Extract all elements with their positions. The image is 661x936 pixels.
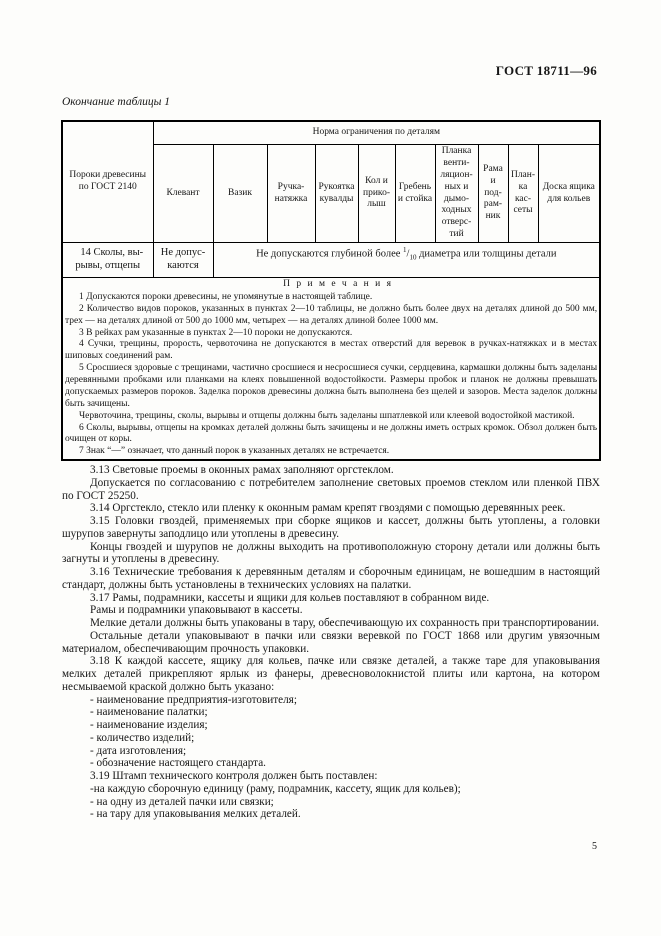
standard-number: ГОСТ 18711—96 (495, 63, 597, 78)
paragraph-3-13-note: Допускается по согласованию с потребителем заполнение световых проемов стеклом или пленкой ПВХ по ГОСТ 25250. (62, 476, 600, 502)
notes-title: П р и м е ч а н и я (283, 279, 393, 289)
column-header-ruchka: Ручка-натяжка (267, 145, 315, 243)
column-header-norms: Норма ограничения по деталям (153, 121, 600, 145)
list-item-bundle-part: - на одну из деталей пачки или связки; (90, 795, 274, 808)
paragraph-3-16: 3.16 Технические требования к деревянным деталям и сборочным единицам, не вошедшим в настоящий стандарт, должны быть установлены в технических условиях на палатки. (62, 566, 600, 591)
cell-klevant-norm: Не допус-каются (153, 243, 213, 278)
column-header-kol: Кол и прико-лыш (358, 145, 395, 243)
paragraph-3-15: 3.15 Головки гвоздей, применяемых при сборке ящиков и кассет, должны быть утоплены, а головки шурупов завернуты заподлицо или утоплены в древесину. (62, 515, 600, 540)
list-item-container: - на тару для упаковывания мелких деталей. (90, 808, 301, 821)
norm-text-prefix: Не допускаются глубиной более (256, 248, 404, 260)
fraction-numerator: 1 (403, 246, 407, 254)
note-6: 6 Сколы, вырывы, отщепы на кромках деталей должны быть зачищены и не должны иметь острых кромок. Обзол должен быть очищен от коры. (65, 422, 598, 445)
note-5: 5 Сросшиеся здоровые с трещинами, частично сросшиеся и несросшиеся сучки, сердцевина, кармашки должны быть заделаны деревянными пробками или планками на клеях повышенной водостойкости. Размеры пробок и планок не должны превышать допускаемых размеров пороков. Заделка пороков древесины должна быть выполнена без щелей и зазоров. Места заделок должны быть зачищены. (65, 363, 598, 409)
column-header-defects: Пороки древесины по ГОСТ 2140 (62, 121, 153, 243)
paragraph-3-17-c: Мелкие детали должны быть упакованы в тару, обеспечивающую их сохранность при транспортировании. (90, 617, 600, 629)
note-1: 1 Допускаются пороки древесины, не упомянутые в настоящей таблице. (79, 291, 373, 302)
column-header-klevant: Клевант (153, 145, 213, 243)
table-notes (62, 278, 600, 461)
paragraph-3-17: 3.17 Рамы, подрамники, кассеты и ящики для кольев поставляют в собранном виде. (90, 591, 490, 604)
paragraph-3-15-continued: Концы гвоздей и шурупов не должны выходить на противоположную сторону детали или должны быть загнуты и утоплены в древесину. (62, 540, 600, 566)
paragraph-3-14: 3.14 Оргстекло, стекло или пленку к оконным рамам крепят гвоздями с помощью деревянных реек. (90, 502, 566, 515)
fraction-slash: / (406, 248, 410, 260)
list-item-tent-name: - наименование палатки; (90, 706, 208, 719)
body-text (62, 464, 600, 821)
column-header-vazik: Вазик (213, 145, 267, 243)
list-item-standard: - обозначение настоящего стандарта. (90, 757, 266, 770)
cell-merged-norm (213, 243, 600, 278)
column-header-rukoyatka: Рукоятка кувалды (315, 145, 358, 243)
paragraph-3-17-b: Рамы и подрамники упаковывают в кассеты. (90, 604, 303, 617)
table-caption: Окончание таблицы 1 (62, 96, 170, 108)
note-4: 4 Сучки, трещины, прорость, червоточина не допускаются в местах отверстий для веревок в ручках-натяжках и в местах шиповых соединений рам. (65, 339, 598, 362)
norm-text-suffix: диаметра или толщины детали (416, 248, 557, 260)
table-row (62, 243, 600, 278)
fraction-denominator: 10 (409, 253, 417, 262)
column-header-doska: Доска ящика для кольев (538, 145, 600, 243)
page-number: 5 (592, 841, 597, 852)
paragraph-3-19: 3.19 Штамп технического контроля должен быть поставлен: (90, 770, 378, 782)
paragraph-3-18: 3.18 К каждой кассете, ящику для кольев, пачке или связке деталей, а также таре для упаковывания мелких деталей прикрепляют ярлык из фанеры, древесноволокнистой плиты или картона, на котором несмываемой краской должно быть указано: (62, 655, 600, 693)
paragraph-3-17-d: Остальные детали упаковывают в пачки или связки веревкой по ГОСТ 1868 или другим увязочным материалом, обеспечивающим прочность упаковки. (62, 629, 600, 655)
defects-table (61, 120, 601, 461)
column-header-planka-kassety: План-ка кас-сеты (508, 145, 538, 243)
note-7: 7 Знак “—” означает, что данный порок в указанных деталях не встречается. (79, 446, 390, 457)
column-header-planka-vent: Планка венти-ляцион-ных и дымо-ходных отверс-тий (435, 145, 478, 243)
list-item-assembly-unit: -на каждую сборочную единицу (раму, подрамник, кассету, ящик для кольев); (90, 782, 461, 795)
column-header-greben: Гребень и стойка (395, 145, 435, 243)
list-item-manufacturer: - наименование предприятия-изготовителя; (90, 693, 297, 706)
cell-defect-14: 14 Сколы, вы-рывы, отщепы (62, 243, 153, 278)
note-2: 2 Количество видов пороков, указанных в пунктах 2—10 таблицы, не должно быть более двух на деталях длиной до 500 мм, трех — на деталях длиной от 500 до 1000 мм, четырех — на деталях длиной более 1000 мм. (65, 303, 598, 326)
note-5-continued: Червоточина, трещины, сколы, вырывы и отщепы должны быть заделаны шпатлевкой или клеевой водостойкой мастикой. (79, 410, 575, 421)
column-header-rama: Рама и под-рам-ник (478, 145, 508, 243)
note-3: 3 В рейках рам указанные в пунктах 2—10 пороки не допускаются. (79, 327, 353, 338)
paragraph-3-13: 3.13 Световые проемы в оконных рамах заполняют оргстеклом. (90, 464, 394, 476)
list-item-quantity: - количество изделий; (90, 731, 195, 744)
list-item-date: - дата изготовления; (90, 744, 187, 757)
list-item-product-name: - наименование изделия; (90, 719, 208, 731)
